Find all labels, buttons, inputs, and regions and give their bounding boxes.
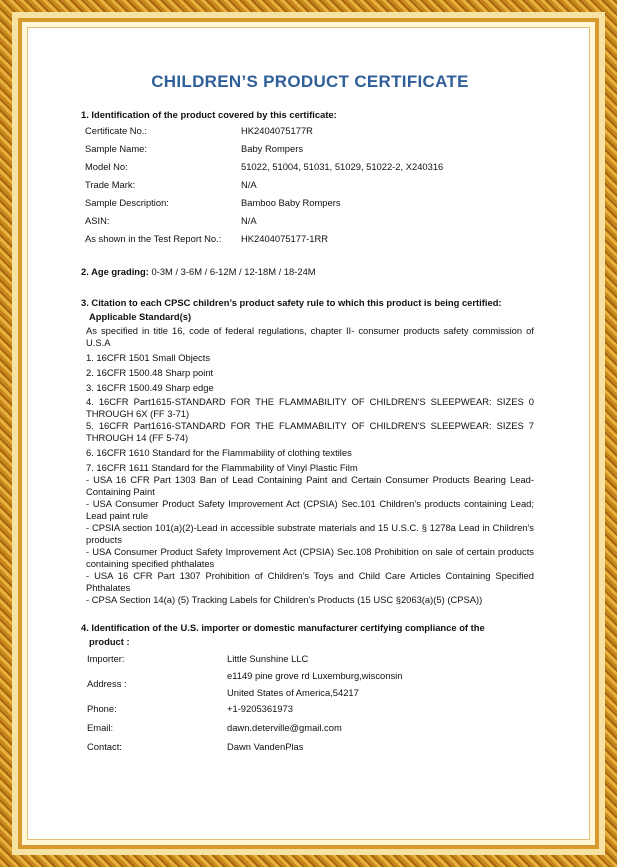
standard-item: 4. 16CFR Part1615-STANDARD FOR THE FLAMMABILITY OF CHILDREN'S SLEEPWEAR: SIZES 0 THROUGH 6X (FF 3-71) xyxy=(86,396,534,419)
section4-heading-line2: product : xyxy=(89,636,130,647)
section1-row-label: Certificate No.: xyxy=(85,125,147,136)
section1-row-value: Baby Rompers xyxy=(241,143,304,154)
importer-label: Importer: xyxy=(87,653,125,664)
section1-row xyxy=(85,143,535,156)
address-line1: e1149 pine grove rd Luxemburg,wisconsin xyxy=(227,670,403,681)
section1-row-label: Trade Mark: xyxy=(85,179,136,190)
standard-item: 7. 16CFR 1611 Standard for the Flammability of Vinyl Plastic Film xyxy=(86,462,358,473)
standard-item: 5. 16CFR Part1616-STANDARD FOR THE FLAMMABILITY OF CHILDREN'S SLEEPWEAR: SIZES 7 THROUGH 14 (FF 5-74) xyxy=(86,420,534,443)
section2-age-grading xyxy=(81,266,316,278)
section1-row xyxy=(85,215,535,228)
standard-item: 3. 16CFR 1500.49 Sharp edge xyxy=(86,382,214,393)
section3-standards-list xyxy=(86,325,534,606)
section4-heading-line1: 4. Identification of the U.S. importer or domestic manufacturer certifying compliance of the xyxy=(81,622,485,633)
standard-item: - USA Consumer Product Safety Improvement Act (CPSIA) Sec.101 Children’s products containing Lead; Lead paint rule xyxy=(86,498,534,521)
section1-row-value: Bamboo Baby Rompers xyxy=(241,197,341,208)
contact-value: Dawn VandenPlas xyxy=(227,741,304,752)
section1-row-value: HK2404075177R xyxy=(241,125,313,136)
section1-row xyxy=(85,197,535,210)
section2-heading: 2. Age grading: xyxy=(81,266,149,277)
section3-heading: 3. Citation to each CPSC children’s product safety rule to which this product is being certified: xyxy=(81,297,502,308)
address-line2-row xyxy=(87,687,527,700)
standard-item: 6. 16CFR 1610 Standard for the Flammability of clothing textiles xyxy=(86,447,352,458)
standard-item: - CPSIA section 101(a)(2)-Lead in accessible substrate materials and 15 U.S.C. § 1278a Lead in Children's products xyxy=(86,522,534,545)
standard-item: - USA 16 CFR Part 1303 Ban of Lead Containing Paint and Certain Consumer Products Bearing Lead- Containing Paint xyxy=(86,474,534,497)
email-value: dawn.deterville@gmail.com xyxy=(227,722,342,733)
importer-value: Little Sunshine LLC xyxy=(227,653,309,664)
section1-row-value: N/A xyxy=(241,179,257,190)
section2-value: 0-3M / 3-6M / 6-12M / 12-18M / 18-24M xyxy=(148,266,316,277)
email-row xyxy=(87,722,527,735)
address-line2: United States of America,54217 xyxy=(227,687,359,698)
section1-row xyxy=(85,233,535,246)
section1-row-label: ASIN: xyxy=(85,215,110,226)
section1-row-value: N/A xyxy=(241,215,257,226)
section1-row xyxy=(85,161,535,174)
phone-row xyxy=(87,703,527,716)
standard-item: As specified in title 16, code of federal regulations, chapter II- consumer products safety commission of U.S.A xyxy=(86,325,534,348)
phone-label: Phone: xyxy=(87,703,117,714)
phone-value: +1-9205361973 xyxy=(227,703,293,714)
certificate-title: CHILDREN’S PRODUCT CERTIFICATE xyxy=(151,72,469,91)
contact-row xyxy=(87,741,527,754)
address-label: Address : xyxy=(87,678,127,689)
section1-row-label: As shown in the Test Report No.: xyxy=(85,233,222,244)
section1-row-label: Sample Description: xyxy=(85,197,169,208)
standard-item: 1. 16CFR 1501 Small Objects xyxy=(86,352,211,363)
section1-heading: 1. Identification of the product covered by this certificate: xyxy=(81,109,337,120)
section3-subheading: Applicable Standard(s) xyxy=(89,311,192,322)
section1-row-value: HK2404075177-1RR xyxy=(241,233,329,244)
standard-item: - CPSA Section 14(a) (5) Tracking Labels for Children's Products (15 USC §2063(a)(5) (CPSA)) xyxy=(86,594,483,605)
contact-label: Contact: xyxy=(87,741,122,752)
importer-row xyxy=(87,653,527,666)
section1-row-value: 51022, 51004, 51031, 51029, 51022-2, X240316 xyxy=(241,161,444,172)
standard-item: - USA 16 CFR Part 1307 Prohibition of Children’s Toys and Child Care Articles Containing Specified Phthalates xyxy=(86,570,534,593)
section1-row xyxy=(85,125,535,138)
section1-row-label: Model No: xyxy=(85,161,128,172)
section1-row xyxy=(85,179,535,192)
section1-row-label: Sample Name: xyxy=(85,143,148,154)
standard-item: - USA Consumer Product Safety Improvement Act (CPSIA) Sec.108 Prohibition on sale of certain products containing specified phthalates xyxy=(86,546,534,569)
standard-item: 2. 16CFR 1500.48 Sharp point xyxy=(86,367,214,378)
email-label: Email: xyxy=(87,722,114,733)
